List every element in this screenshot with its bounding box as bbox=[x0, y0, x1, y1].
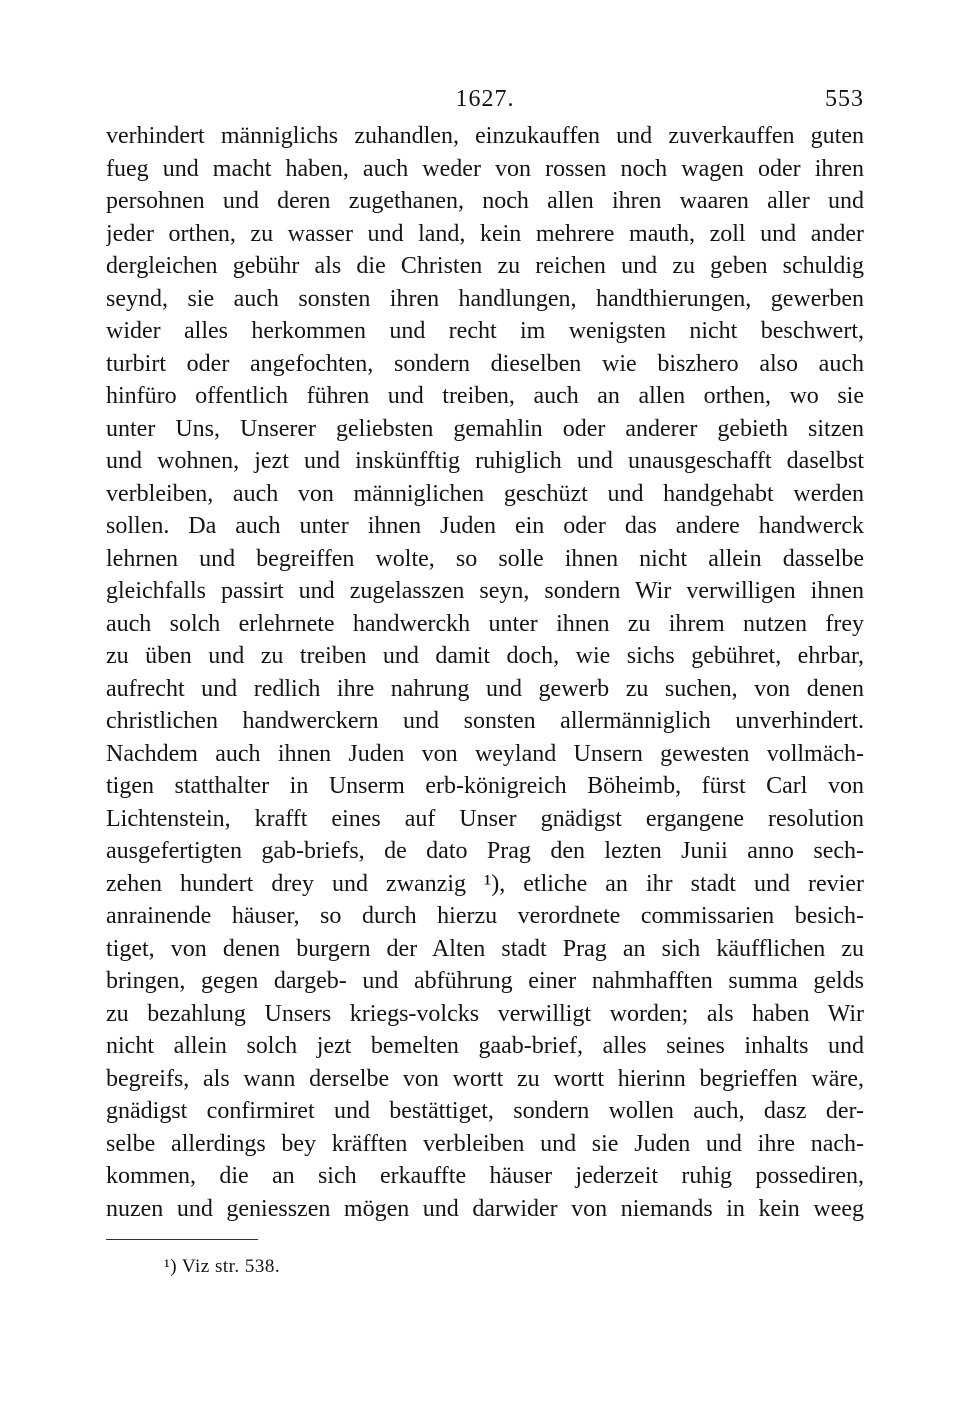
document-page bbox=[106, 86, 864, 1278]
text-line: ausgefertigten gab-briefs, de dato Prag den lezten Junii anno sech- bbox=[106, 838, 864, 864]
text-line: kommen, die an sich erkauffte häuser jederzeit ruhig possediren, bbox=[106, 1163, 864, 1189]
text-line: zehen hundert drey und zwanzig ¹), etliche an ihr stadt und revier bbox=[106, 870, 864, 897]
text-line: selbe allerdings bey kräfften verbleiben und sie Juden und ihre nach- bbox=[106, 1130, 864, 1157]
text-line: gnädigst confirmiret und bestättiget, sondern wollen auch, dasz der- bbox=[106, 1098, 864, 1124]
text-line: wider alles herkommen und recht im wenigsten nicht beschwert, bbox=[106, 318, 864, 344]
text-line: Lichtenstein, krafft eines auf Unser gnädigst ergangene resolution bbox=[106, 805, 864, 832]
footnote-divider bbox=[106, 1239, 258, 1240]
text-line: persohnen und deren zugethanen, noch allen ihren waaren aller und bbox=[106, 188, 864, 214]
text-line: anrainende häuser, so durch hierzu verordnete commissarien besich- bbox=[106, 903, 864, 929]
text-line: sollen. Da auch unter ihnen Juden ein oder das andere handwerck bbox=[106, 513, 864, 539]
text-line: lehrnen und begreiffen wolte, so solle ihnen nicht allein dasselbe bbox=[106, 545, 864, 572]
text-line: nicht allein solch jezt bemelten gaab-brief, alles seines inhalts und bbox=[106, 1033, 864, 1059]
text-line: und wohnen, jezt und inskünfftig ruhiglich und unausgeschafft daselbst bbox=[106, 448, 864, 474]
body-text bbox=[106, 120, 864, 1225]
text-line: fueg und macht haben, auch weder von rossen noch wagen oder ihren bbox=[106, 155, 864, 182]
footnote: ¹) Viz str. 538. bbox=[164, 1256, 281, 1277]
page-header bbox=[106, 86, 864, 120]
text-line: hinfüro offentlich führen und treiben, auch an allen orthen, wo sie bbox=[106, 383, 864, 409]
text-line: bringen, gegen dargeb- und abführung einer nahmhafften summa gelds bbox=[106, 968, 864, 994]
text-line: aufrecht und redlich ihre nahrung und gewerb zu suchen, von denen bbox=[106, 675, 864, 702]
text-line: Nachdem auch ihnen Juden von weyland Unsern gewesten vollmäch- bbox=[106, 740, 864, 767]
text-line: tiget, von denen burgern der Alten stadt Prag an sich käufflichen zu bbox=[106, 935, 864, 962]
text-line: unter Uns, Unserer geliebsten gemahlin oder anderer gebieth sitzen bbox=[106, 415, 864, 442]
text-line: begreifs, als wann derselbe von wortt zu wortt hierinn begrieffen wäre, bbox=[106, 1065, 864, 1092]
text-line: verhindert männiglichs zuhandlen, einzukauffen und zuverkauffen guten bbox=[106, 123, 864, 149]
text-line: nuzen und geniesszen mögen und darwider von niemands in kein weeg bbox=[106, 1195, 864, 1222]
text-line: tigen statthalter in Unserm erb-königreich Böheimb, fürst Carl von bbox=[106, 773, 864, 799]
page-number: 553 bbox=[825, 86, 864, 112]
text-line: christlichen handwerckern und sonsten allermänniglich unverhindert. bbox=[106, 708, 864, 734]
header-year: 1627. bbox=[455, 86, 515, 112]
text-line: dergleichen gebühr als die Christen zu reichen und zu geben schuldig bbox=[106, 253, 864, 279]
text-line: zu bezahlung Unsers kriegs-volcks verwilligt worden; als haben Wir bbox=[106, 1000, 864, 1027]
text-line: jeder orthen, zu wasser und land, kein mehrere mauth, zoll und ander bbox=[106, 220, 864, 247]
text-line: gleichfalls passirt und zugelasszen seyn, sondern Wir verwilligen ihnen bbox=[106, 578, 864, 604]
text-line: seynd, sie auch sonsten ihren handlungen, handthierungen, gewerben bbox=[106, 285, 864, 312]
text-line: verbleiben, auch von männiglichen geschüzt und handgehabt werden bbox=[106, 480, 864, 507]
text-line: auch solch erlehrnete handwerckh unter ihnen zu ihrem nutzen frey bbox=[106, 610, 864, 637]
text-line: turbirt oder angefochten, sondern dieselben wie biszhero also auch bbox=[106, 350, 864, 377]
text-line: zu üben und zu treiben und damit doch, wie sichs gebühret, ehrbar, bbox=[106, 643, 864, 669]
